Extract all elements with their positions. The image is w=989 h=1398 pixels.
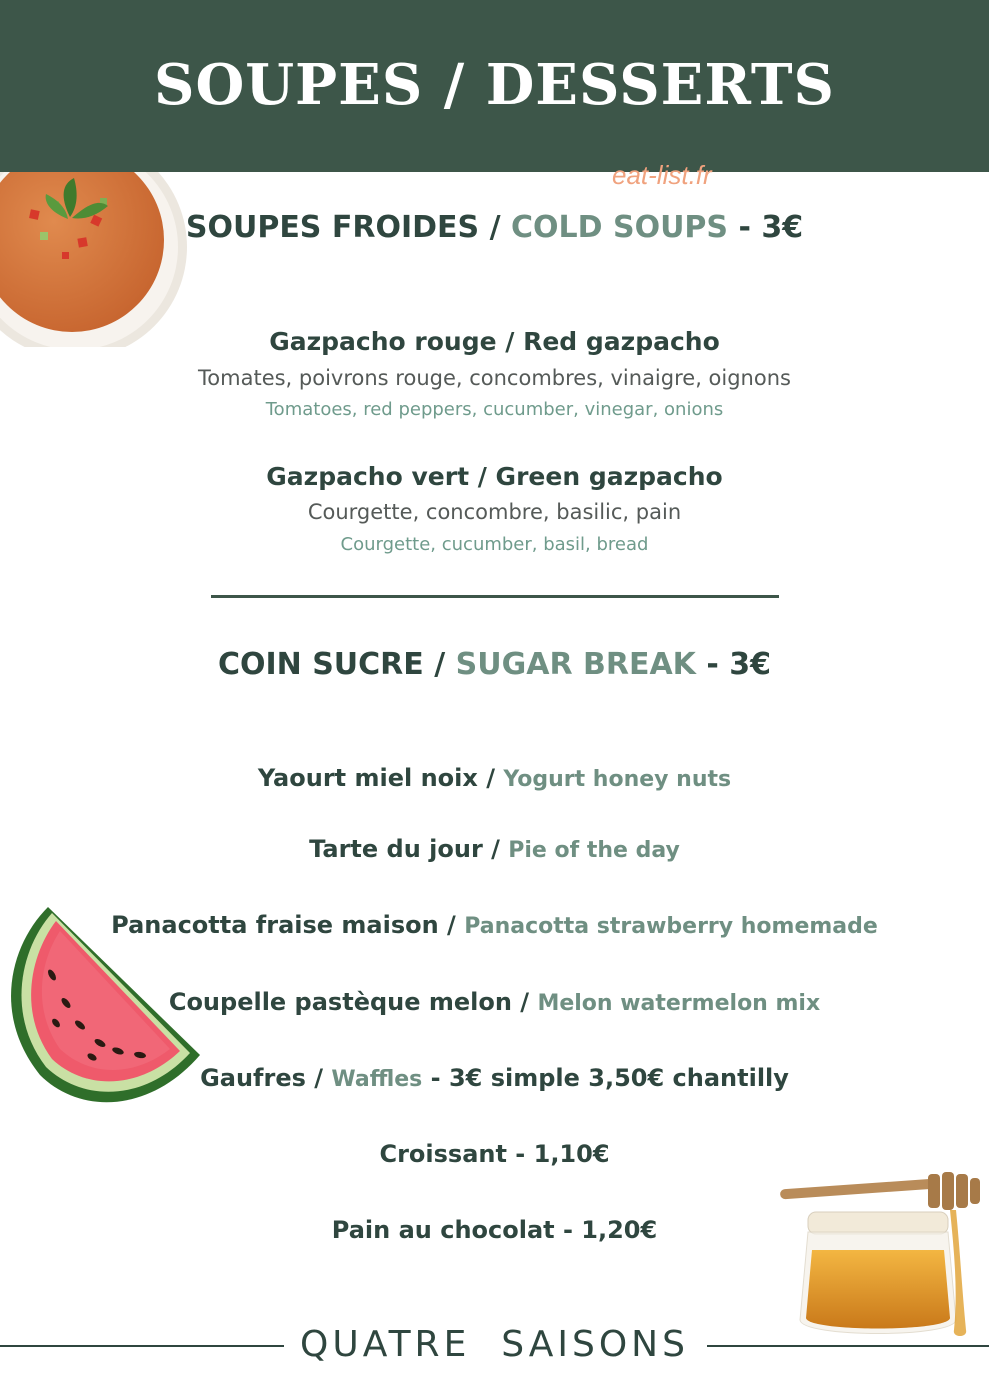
gazpacho-bowl-photo [0, 172, 190, 347]
footer-brand: QUATRE SAISONS [300, 1324, 689, 1365]
soups-title-sep: / [479, 210, 511, 245]
soup-item-name: Gazpacho rouge / Red gazpacho [269, 327, 720, 356]
section-divider [211, 595, 779, 598]
page-title: SOUPES / DESSERTS [154, 52, 835, 118]
dessert-name-fr: Gaufres [200, 1064, 306, 1092]
desserts-title-en: SUGAR BREAK [455, 647, 696, 682]
watermark: eat-list.fr [612, 160, 712, 190]
dessert-sep: / [438, 911, 465, 939]
desserts-title-fr: COIN SUCRE [217, 647, 424, 682]
dessert-name-en: Yogurt honey nuts [503, 767, 732, 792]
dessert-name-en: Pie of the day [508, 838, 680, 863]
footer-line-right [707, 1345, 989, 1347]
soup-item-desc-fr: Tomates, poivrons rouge, concombres, vinaigre, oignons [198, 366, 791, 390]
desserts-title-sep: / [423, 647, 456, 682]
dessert-name-fr: Coupelle pastèque melon [168, 988, 512, 1016]
watermelon-slice-photo [0, 905, 205, 1110]
honey-jar-photo [778, 1170, 989, 1345]
dessert-sep: / [482, 835, 509, 863]
soup-item-desc-en: Courgette, cucumber, basil, bread [340, 534, 649, 555]
dessert-name-fr: Croissant - 1,10€ [379, 1140, 610, 1168]
dessert-item [0, 835, 989, 863]
soups-title-fr: SOUPES FROIDES [185, 210, 480, 245]
desserts-title-price: - 3€ [695, 647, 772, 682]
dessert-sep: / [305, 1064, 332, 1092]
dessert-name-fr: Panacotta fraise maison [111, 911, 439, 939]
dessert-name-fr: Pain au chocolat - 1,20€ [331, 1216, 658, 1244]
dessert-item [0, 764, 989, 792]
dessert-price: - 3€ simple 3,50€ chantilly [422, 1064, 789, 1092]
desserts-section-title [0, 647, 989, 682]
dessert-name-en: Waffles [331, 1067, 423, 1092]
dessert-name-en: Panacotta strawberry homemade [464, 914, 878, 939]
soup-item-name: Gazpacho vert / Green gazpacho [266, 462, 723, 491]
soups-title-price: - 3€ [728, 210, 804, 245]
dessert-name-fr: Yaourt miel noix [257, 764, 478, 792]
soups-title-en: COLD SOUPS [510, 210, 729, 245]
soup-item-desc-en: Tomatoes, red peppers, cucumber, vinegar, onions [265, 399, 724, 420]
dessert-sep: / [477, 764, 504, 792]
dessert-sep: / [511, 988, 538, 1016]
dessert-name-fr: Tarte du jour [309, 835, 483, 863]
soups-section-title [0, 210, 989, 245]
header-banner [0, 0, 989, 172]
dessert-item [0, 1140, 989, 1168]
soup-item-desc-fr: Courgette, concombre, basilic, pain [307, 500, 682, 524]
dessert-name-en: Melon watermelon mix [537, 991, 821, 1016]
